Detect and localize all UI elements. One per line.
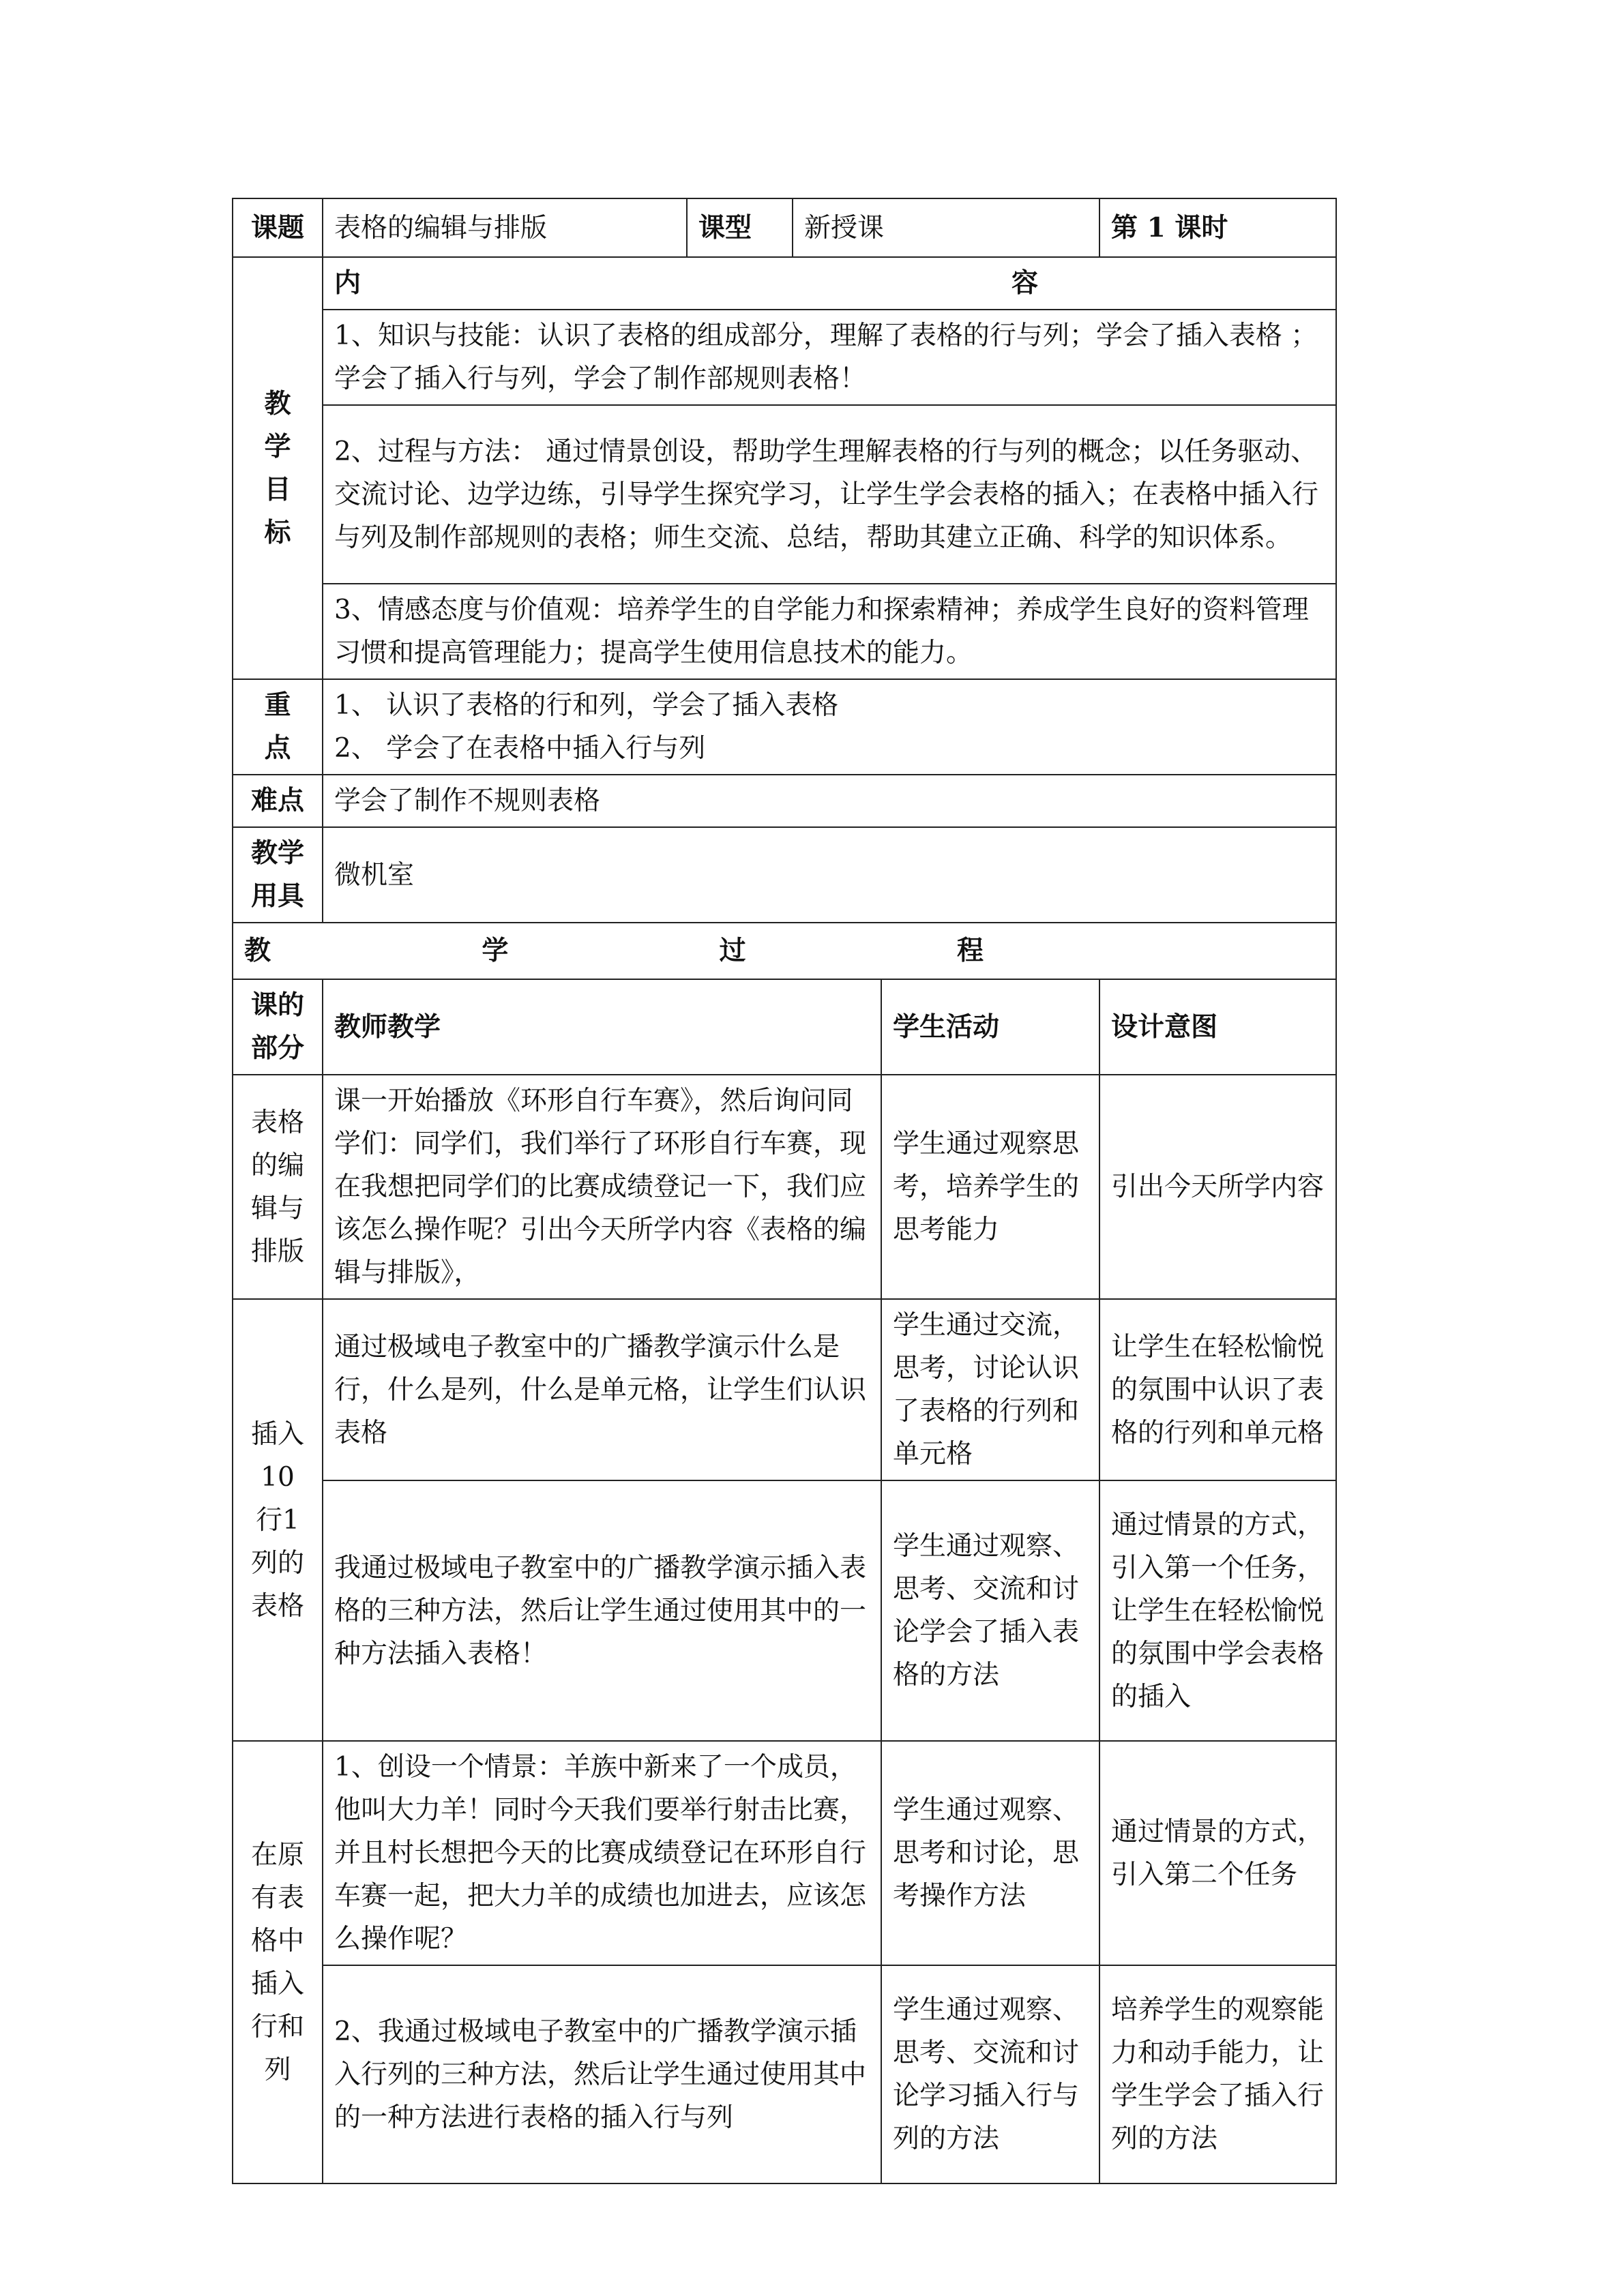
process-row (233, 1741, 1336, 1965)
tools-label-text: 教学用具 (250, 837, 304, 912)
tools-label (233, 827, 323, 923)
intent-cell: 让学生在轻松愉悦的氛围中认识了表格的行列和单元格 (1099, 1299, 1336, 1480)
section-part-2-text: 插入10行1列的表格 (250, 1418, 304, 1622)
lesson-plan-table (232, 198, 1337, 2184)
col-header-intent: 设计意图 (1099, 979, 1336, 1075)
col-header-teacher: 教师教学 (323, 979, 881, 1075)
topic-label: 课题 (233, 198, 323, 257)
goals-label-text: 教学目标 (264, 387, 291, 548)
goal-item-1: 1、知识与技能：认识了表格的组成部分，理解了表格的行与列；学会了插入表格 ；学会了插入行与列，学会了制作部规则表格！ (323, 310, 1336, 405)
section-part-3-text: 在原有表格中插入行和列 (250, 1839, 304, 2085)
student-cell: 学生通过观察、思考、交流和讨论学会了插入表格的方法 (881, 1480, 1099, 1741)
process-heading-char-4: 程 (956, 935, 984, 966)
goal-item-2: 2、过程与方法： 通过情景创设，帮助学生理解表格的行与列的概念；以任务驱动、交流讨论、边学边练，引导学生探究学习，让学生学会表格的插入；在表格中插入行与列及制作部规则的表格；师生交流、总结，帮助其建立正确、科学的知识体系。 (323, 405, 1336, 584)
student-cell: 学生通过观察、思考、交流和讨论学习插入行与列的方法 (881, 1965, 1099, 2183)
topic-value: 表格的编辑与排版 (323, 198, 687, 257)
teacher-cell: 通过极域电子教室中的广播教学演示什么是行，什么是列，什么是单元格，让学生们认识表格 (323, 1299, 881, 1480)
key-point-1: 1、 认识了表格的行和列，学会了插入表格 (334, 690, 839, 721)
key-points-label-text: 重点 (264, 689, 291, 764)
intent-cell: 通过情景的方式，引入第一个任务，让学生在轻松愉悦的氛围中学会表格的插入 (1099, 1480, 1336, 1741)
topic-row (233, 198, 1336, 257)
process-heading-char-1: 教 (244, 935, 271, 966)
teacher-cell: 课一开始播放《环形自行车赛》，然后询问同学们：同学们，我们举行了环形自行车赛，现在我想把同学们的比赛成绩登记一下，我们应该怎么操作呢？引出今天所学内容《表格的编辑与排版》， (323, 1075, 881, 1299)
process-row (233, 1075, 1336, 1299)
student-cell: 学生通过观察、思考和讨论，思考操作方法 (881, 1741, 1099, 1965)
process-column-headers (233, 979, 1336, 1075)
key-point-2: 2、 学会了在表格中插入行与列 (334, 733, 706, 764)
teacher-cell: 1、创设一个情景：羊族中新来了一个成员，他叫大力羊！同时今天我们要举行射击比赛，并且村长想把今天的比赛成绩登记在环形自行车赛一起，把大力羊的成绩也加进去，应该怎么操作呢？ (323, 1741, 881, 1965)
intent-cell: 培养学生的观察能力和动手能力，让学生学会了插入行列的方法 (1099, 1965, 1336, 2183)
teacher-cell: 我通过极域电子教室中的广播教学演示插入表格的三种方法，然后让学生通过使用其中的一种方法插入表格！ (323, 1480, 881, 1741)
goals-content-heading (323, 257, 1336, 310)
section-part-3 (233, 1741, 323, 2183)
col-header-part (233, 979, 323, 1075)
content-heading-char-1: 内 (334, 267, 361, 299)
intent-cell: 通过情景的方式，引入第二个任务 (1099, 1741, 1336, 1965)
process-heading (233, 923, 1336, 979)
period-label: 第 1 课时 (1099, 198, 1336, 257)
content-heading-char-2: 容 (1012, 267, 1039, 299)
process-heading-char-2: 学 (482, 935, 509, 966)
section-part-1 (233, 1075, 323, 1299)
section-part-1-text: 表格的编辑与排版 (250, 1107, 304, 1267)
type-value: 新授课 (793, 198, 1099, 257)
goals-label (233, 257, 323, 679)
student-cell: 学生通过交流，思考，讨论认识了表格的行列和单元格 (881, 1299, 1099, 1480)
process-heading-char-3: 过 (719, 935, 746, 966)
teacher-cell: 2、我通过极域电子教室中的广播教学演示插入行列的三种方法，然后让学生通过使用其中的一种方法进行表格的插入行与列 (323, 1965, 881, 2183)
tools-value: 微机室 (323, 827, 1336, 923)
difficulty-value: 学会了制作不规则表格 (323, 775, 1336, 827)
key-points-list (323, 679, 1336, 775)
process-row (233, 1299, 1336, 1480)
process-row (233, 1480, 1336, 1741)
col-header-part-text: 课的部分 (250, 989, 304, 1064)
goal-item-3: 3、情感态度与价值观：培养学生的自学能力和探索精神；养成学生良好的资料管理习惯和提高管理能力；提高学生使用信息技术的能力。 (323, 584, 1336, 679)
section-part-2 (233, 1299, 323, 1741)
process-row (233, 1965, 1336, 2183)
difficulty-label: 难点 (233, 775, 323, 827)
col-header-student: 学生活动 (881, 979, 1099, 1075)
student-cell: 学生通过观察思考，培养学生的思考能力 (881, 1075, 1099, 1299)
key-points-label (233, 679, 323, 775)
type-label: 课型 (687, 198, 793, 257)
intent-cell: 引出今天所学内容 (1099, 1075, 1336, 1299)
